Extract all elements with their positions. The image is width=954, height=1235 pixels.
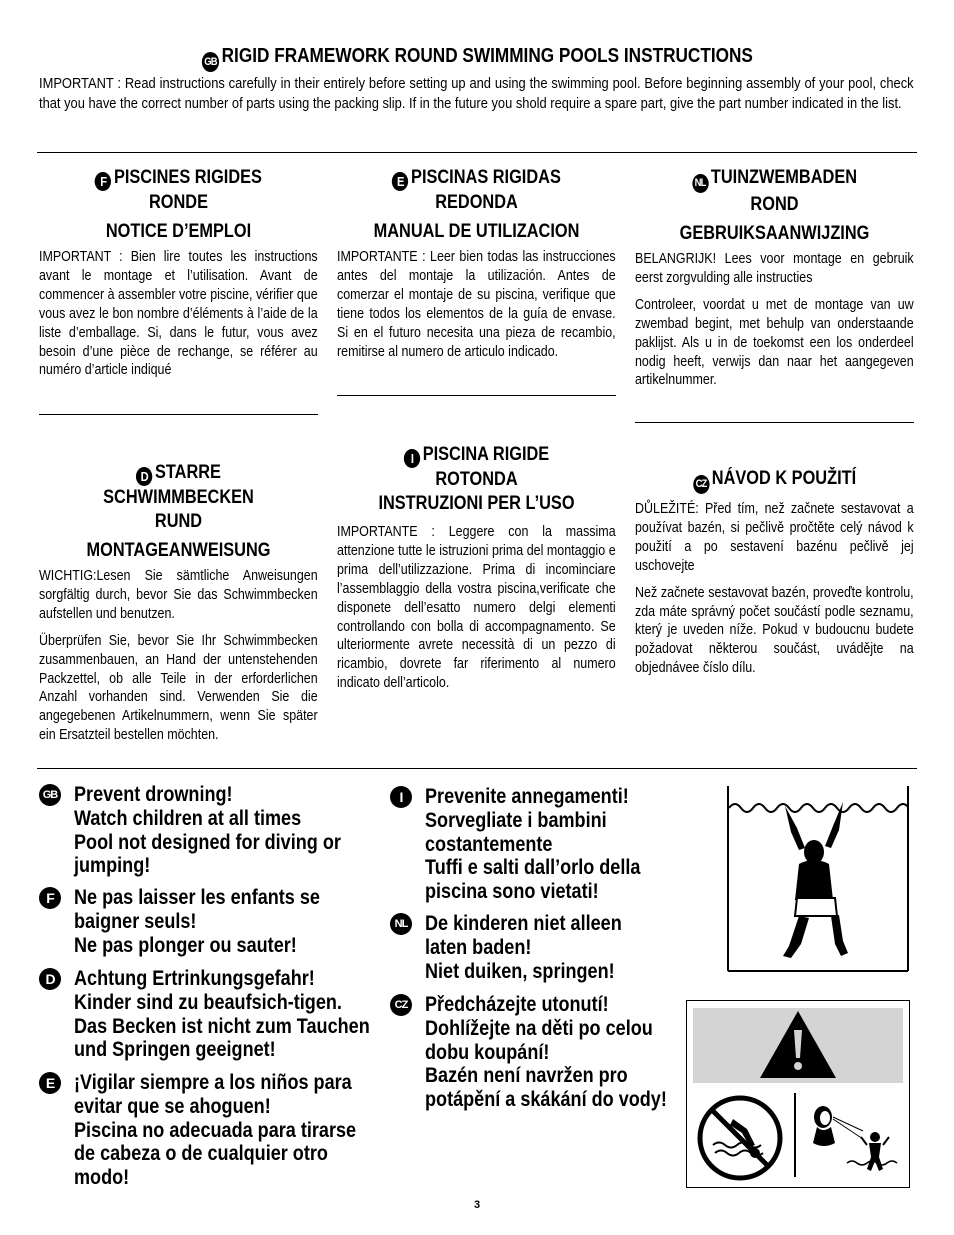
language-badge-e: E: [392, 172, 408, 191]
language-badge-nl: NL: [692, 174, 708, 193]
section-heading: D STARRE SCHWIMMBECKEN RUND: [103, 462, 254, 532]
panel-divider: [794, 1093, 796, 1177]
page-number: 3: [473, 1199, 481, 1211]
section-heading: F PISCINES RIGIDES RONDE: [59, 166, 299, 215]
section-cz: [635, 467, 914, 686]
section-body: BELANGRIJK! Lees voor montage en gebruik eerst zorgvulding alle instructies Controleer, voordat u met de montage van uw zwembad begint, met behulp van onderstaande paklijst. Als u in de toekomst een los onderdeel nodig heeft, verwijs dan naar het aangegeven artikelnummer.: [635, 251, 914, 389]
warning-i: [399, 785, 675, 904]
section-heading: E PISCINAS RIGIDAS REDONDA: [357, 166, 597, 215]
warning-text: Prevent drowning! Watch children at all times Pool not designed for diving or jumping!: [74, 783, 341, 878]
section-subheading: MANUAL DE UTILIZACION: [373, 221, 580, 242]
language-badge-f: F: [95, 172, 111, 191]
section-heading: CZ NÁVOD K POUŽITÍ: [655, 467, 895, 494]
section-body: DŮLEŽITÉ: Před tím, než začnete sestavovat a používat bazén, si pečlivě pročtěte celý návod k použití a po sestavení bazénu pečlivě jej uschovejte Než začnete sestavovat bazén, proveďte kontrolu, zda máte správný počet součástí podle seznamu, který je uveden níže. Pokud v budoucnu budete požadovat některou součást, uvádějte na objednávee číslo dílu.: [635, 501, 914, 677]
no-diving-icon: [695, 1093, 785, 1183]
section-subheading: MONTAGEANWEISUNG: [86, 540, 271, 561]
warning-gb: [42, 783, 384, 878]
language-badge-gb: GB: [39, 784, 61, 806]
language-badge-f: F: [39, 887, 61, 909]
section-heading: NL TUINZWEMBADEN ROND: [655, 166, 895, 217]
warning-f: [46, 886, 360, 957]
language-badge-gb: GB: [201, 52, 218, 72]
language-badge-nl: NL: [390, 913, 412, 935]
language-badge-d: D: [136, 467, 152, 486]
language-badge-cz: CZ: [693, 475, 709, 494]
section-heading: I PISCINA RIGIDE ROTONDA INSTRUZIONI PER L’USO: [378, 444, 575, 514]
section-it: [337, 443, 616, 701]
section-body: IMPORTANTE : Leggere con la massima attenzione tutte le istruzioni prima del montaggio e prima dell’utilizzazione. Prima di incominciare l’assemblaggio della vostra piscina,verificate che disponete dell’esatto numero delgi elementi controllando con bolla di accompagnamento. Se ulteriormente avrete necessità di un pezzo di ricambio, dovrete far riferimento al numero indicato dell’articolo.: [337, 524, 616, 692]
warning-d: [45, 967, 418, 1062]
intro-paragraph: IMPORTANT : Read instructions carefully in their entirely before setting up and using the swimming pool. Before beginning assembly of your pool, check that you have the correct number of parts using the packing slip. If in the future you shold require a spare part, give the part number indicated in the list.: [39, 75, 914, 112]
language-badge-e: E: [39, 1072, 61, 1094]
section-subheading: NOTICE D’EMPLOI: [105, 221, 252, 242]
warning-cz: [394, 993, 706, 1112]
warning-text: De kinderen niet alleen laten baden! Niet duiken, springen!: [425, 912, 622, 983]
divider: [337, 395, 616, 396]
page-title: [0, 44, 954, 72]
language-badge-cz: CZ: [390, 994, 412, 1016]
warning-text: Předcházejte utonutí! Dohlížejte na děti po celou dobu koupání! Bazén není navržen pro potápění a skákání do vody!: [425, 993, 667, 1112]
section-es: [337, 166, 616, 369]
warning-e: [45, 1071, 402, 1190]
divider: [37, 768, 917, 769]
drowning-child-icon: [727, 786, 909, 972]
warning-text: Ne pas laisser les enfants se baigner seuls! Ne pas plonger ou sauter!: [74, 886, 320, 957]
divider: [39, 414, 318, 415]
section-fr: [39, 166, 318, 388]
section-body: IMPORTANTE : Leer bien todas las instrucciones antes del montaje la utilización. Antes de comerzar el montaje de su piscina, verifique que tiene todos los elementos de la guía de envase. Si en el futuro necesita una pieza de recambio, remitirse al numero de articulo indicado.: [337, 249, 616, 360]
divider: [37, 152, 917, 153]
adult-supervision-icon: [805, 1097, 901, 1183]
language-badge-i: I: [390, 786, 412, 808]
warning-text: Achtung Ertrinkungsgefahr! Kinder sind zu beaufsich-tigen. Das Becken ist nicht zum Tauchen und Springen geeignet!: [74, 967, 370, 1062]
warning-triangle-icon: [757, 1008, 839, 1082]
section-body: IMPORTANT : Bien lire toutes les instructions avant le montage et l’utilisation. Avant de commencer à assembler votre piscine, vérifier que vous avez le bon nombre d’éléments à l’aide de la liste d’emballage. Si, dans le futur, vous avez besoin d’une pièce de rechange, se référer au numéro d’article indiqué: [39, 249, 318, 379]
section-subheading: GEBRUIKSAANWIJZING: [679, 223, 870, 244]
warning-text: ¡Vigilar siempre a los niños para evitar que se ahoguen! Piscina no adecuada para tirarse de cabeza o de cualquier otro modo!: [74, 1071, 357, 1190]
warning-nl: [394, 912, 654, 983]
divider: [635, 422, 914, 423]
section-nl: [635, 166, 914, 398]
section-body: WICHTIG:Lesen Sie sämtliche Anweisungen sorgfältig durch, bevor Sie das Schwimmbecken aufstellen und benutzen. Überprüfen Sie, bevor Sie Ihr Schwimmbecken zusammenbauen, an Hand der untenstehenden Packzettel, ob alle Teile in der erforderlichen Anzahl vorhanden sind. Verwenden Sie die angegebenen Artikelnummern, wenn Sie später ein Ersatzteil bestellen möchten.: [39, 568, 318, 744]
safety-sign: [686, 1000, 910, 1188]
language-badge-d: D: [39, 968, 61, 990]
warning-text: Prevenite annegamenti! Sorvegliate i bambini costantemente Tuffi e salti dall’orlo della piscina sono vietati!: [425, 785, 641, 904]
language-badge-i: I: [404, 449, 420, 468]
section-de: [39, 461, 318, 753]
page-title-text: RIGID FRAMEWORK ROUND SWIMMING POOLS INSTRUCTIONS: [221, 45, 753, 67]
